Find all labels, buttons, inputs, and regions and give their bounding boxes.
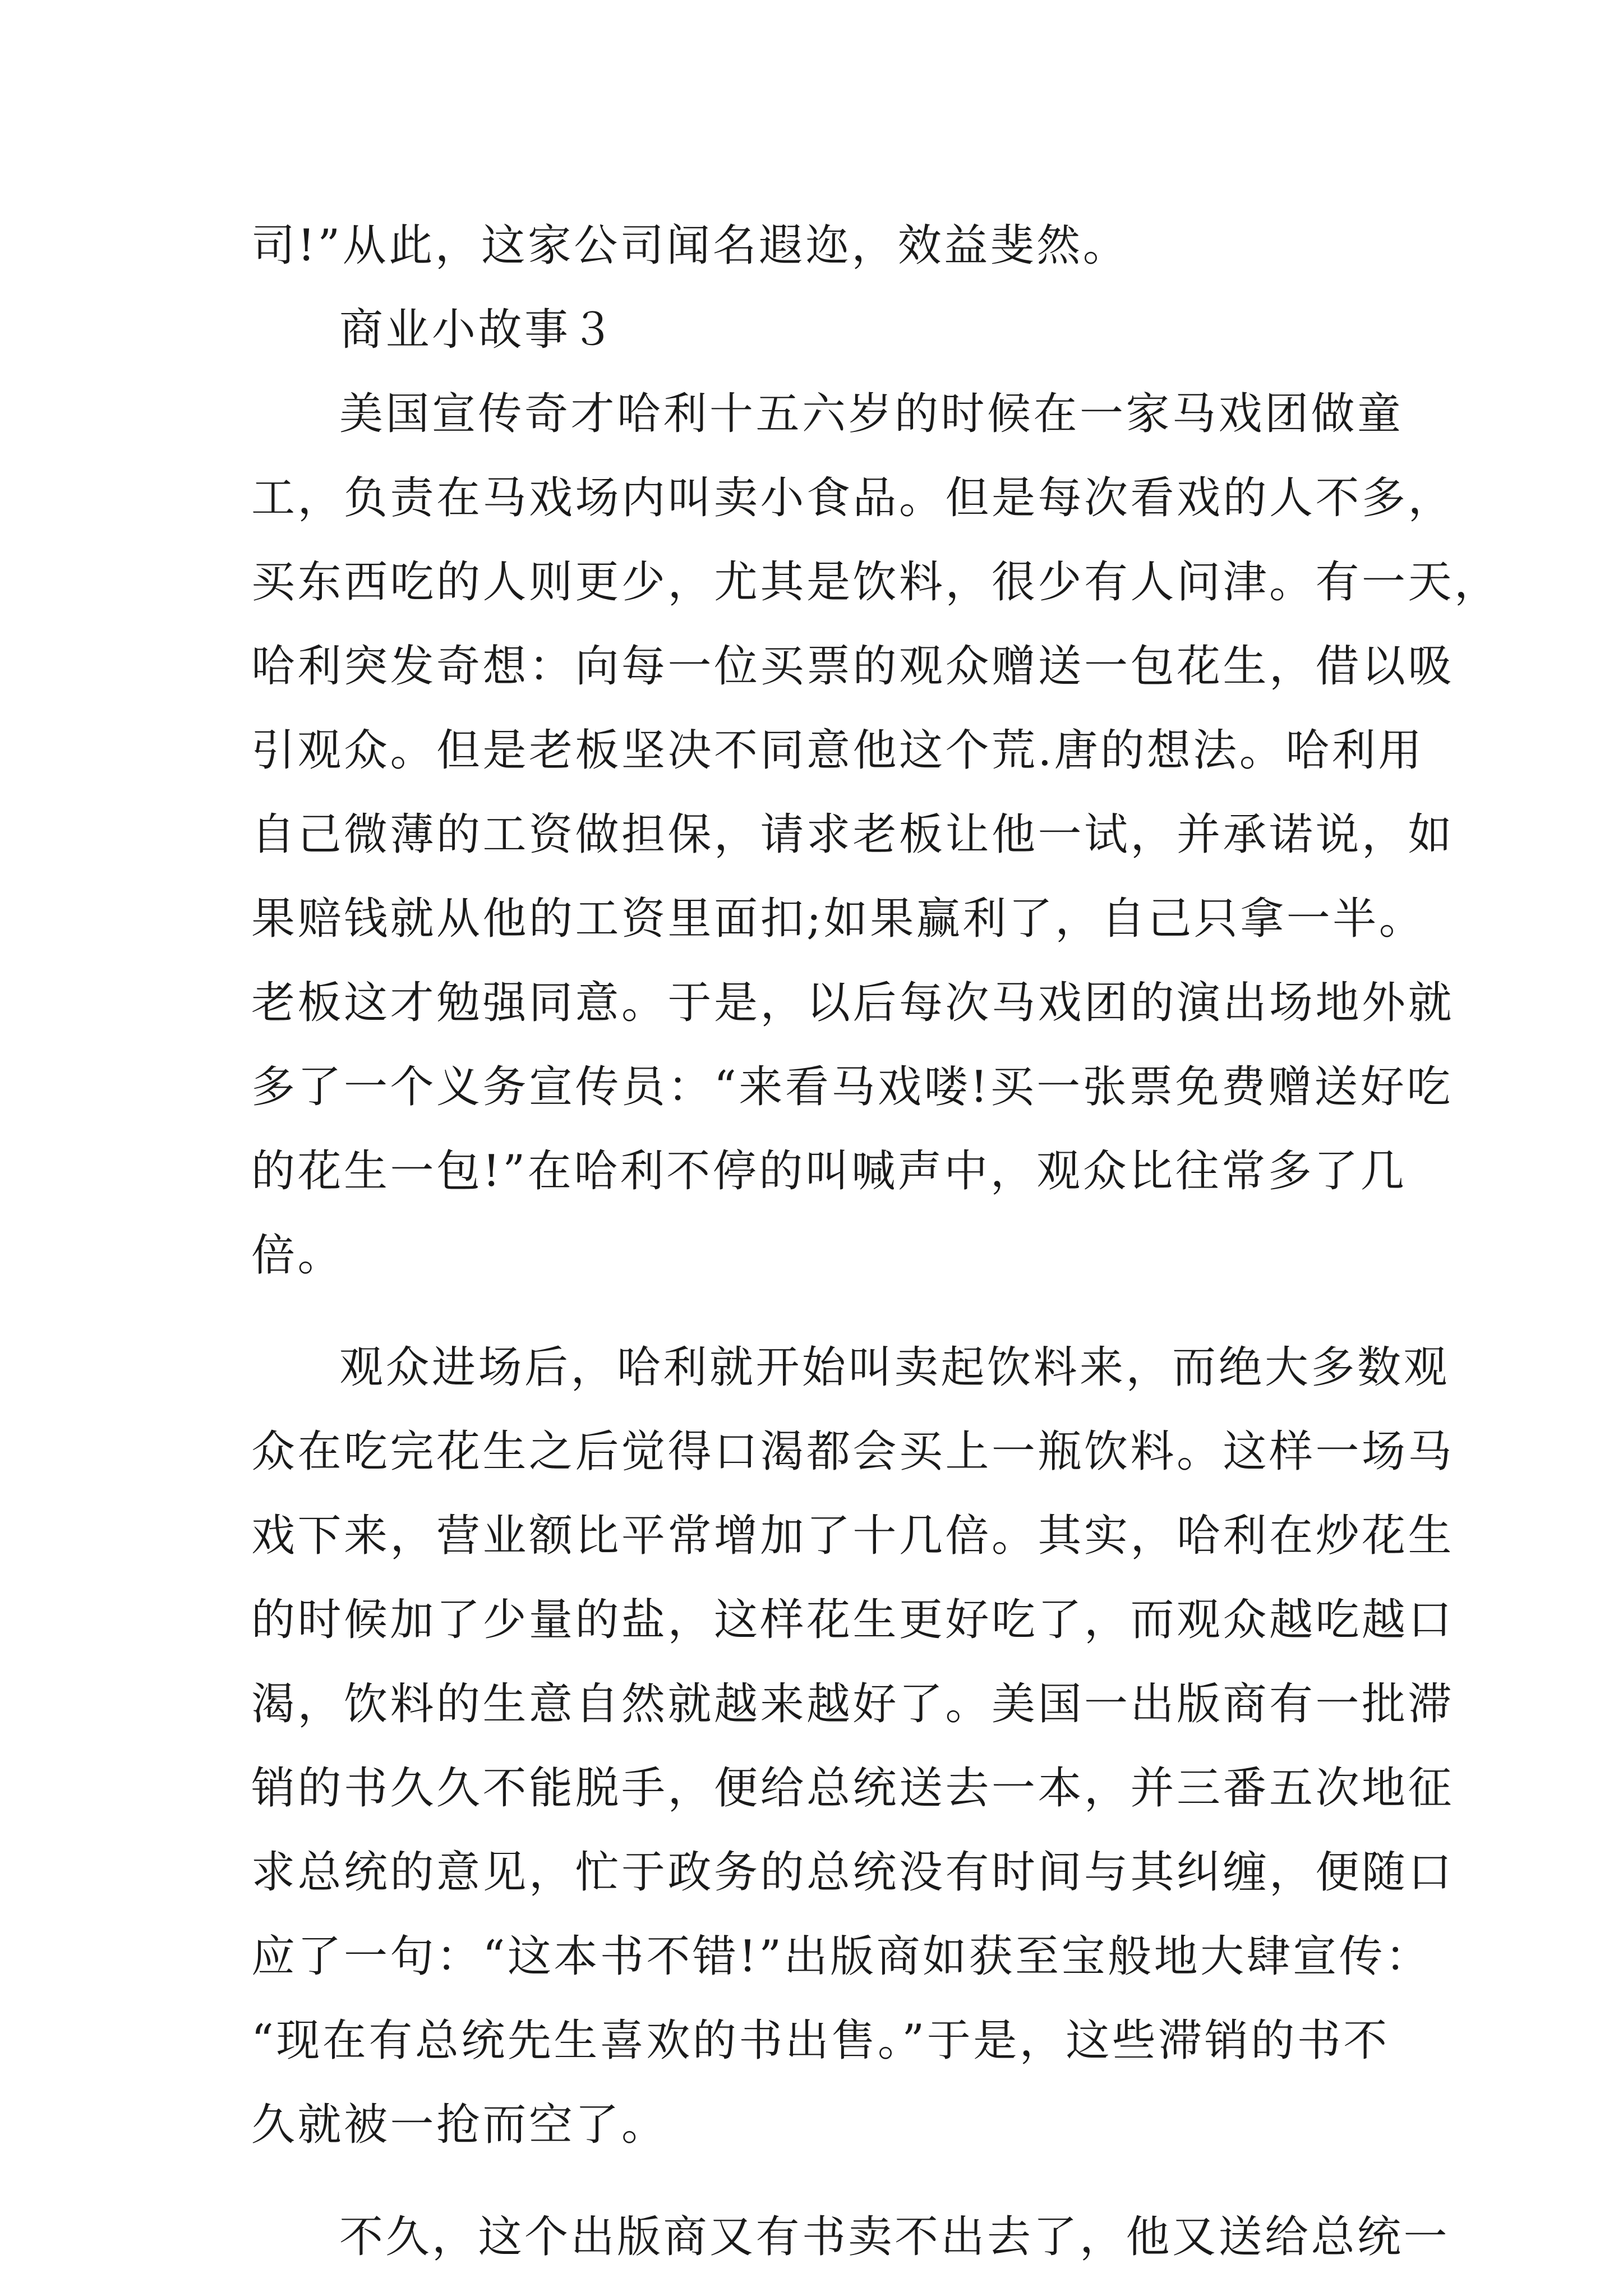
text-line: 老板这才勉强同意。于是，以后每次马戏团的演出场地外就	[251, 978, 1455, 1028]
text-line: 戏下来，营业额比平常增加了十几倍。其实，哈利在炒花生	[251, 1511, 1455, 1561]
text-line: 观众进场后，哈利就开始叫卖起饮料来，而绝大多数观	[339, 1342, 1450, 1393]
text-line: 哈利突发奇想：向每一位买票的观众赠送一包花生，借以吸	[251, 641, 1455, 692]
text-line: 渴，饮料的生意自然就越来越好了。美国一出版商有一批滞	[251, 1679, 1455, 1729]
text-line: 自己微薄的工资做担保，请求老板让他一试，并承诺说，如	[251, 809, 1455, 860]
text-line: 买东西吃的人则更少，尤其是饮料，很少有人问津。有一天，	[251, 557, 1501, 608]
text-line: 果赔钱就从他的工资里面扣;如果赢利了，自己只拿一半。	[251, 894, 1426, 944]
section-heading: 商业小故事３	[339, 305, 617, 355]
text-line: 司!”从此，这家公司闻名遐迩，效益斐然。	[251, 220, 1129, 271]
text-line: 应了一句：“这本书不错!”出版商如获至宝般地大肆宣传：	[251, 1931, 1432, 1982]
text-line: 求总统的意见，忙于政务的总统没有时间与其纠缠，便随口	[251, 1847, 1455, 1898]
text-line: 的时候加了少量的盐，这样花生更好吃了，而观众越吃越口	[251, 1595, 1455, 1645]
text-line: 多了一个义务宣传员：“来看马戏喽!买一张票免费赠送好吃	[251, 1062, 1453, 1112]
text-line: 倍。	[251, 1230, 344, 1281]
text-line: 美国宣传奇才哈利十五六岁的时候在一家马戏团做童	[339, 389, 1404, 439]
text-line: 的花生一包!”在哈利不停的叫喊声中，观众比往常多了几	[251, 1146, 1407, 1197]
text-line: 引观众。但是老板坚决不同意他这个荒.唐的想法。哈利用	[251, 725, 1424, 776]
text-line: 不久，这个出版商又有书卖不出去了，他又送给总统一	[339, 2212, 1450, 2262]
text-line: 众在吃完花生之后觉得口渴都会买上一瓶饮料。这样一场马	[251, 1427, 1455, 1477]
text-line: 工，负责在马戏场内叫卖小食品。但是每次看戏的人不多，	[251, 473, 1455, 523]
text-line: 久就被一抢而空了。	[251, 2100, 668, 2150]
text-line: 销的书久久不能脱手，便给总统送去一本，并三番五次地征	[251, 1763, 1455, 1814]
text-line: “现在有总统先生喜欢的书出售。”于是，这些滞销的书不	[251, 2016, 1390, 2066]
